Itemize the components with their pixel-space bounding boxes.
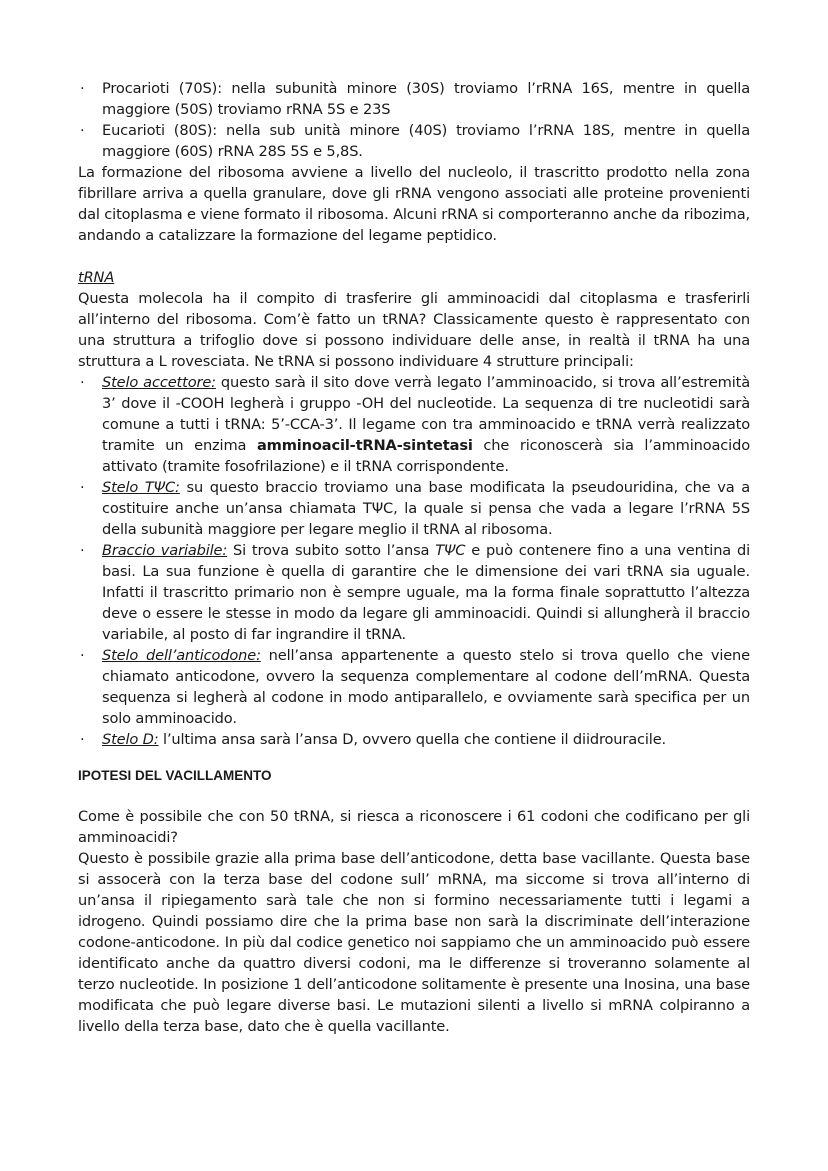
trna-section	[78, 267, 750, 750]
term-stelo-anticodone: Stelo dell’anticodone:	[102, 647, 261, 664]
bullet: ·	[80, 731, 85, 748]
term-stelo-d: Stelo D:	[102, 731, 159, 748]
item-text: questo sarà il sito dove verrà legato l’amminoacido, si trova all’estremità 3’ dove il -COOH legherà i gruppo -OH del nucleotide. La sequenza di tre nucleotidi sarà comune a tutti i tRNA: 5’-CCA-3’. Il legame con tra amminoacido e tRNA verrà realizzato tramite un enzima	[102, 374, 750, 454]
list-item	[78, 120, 750, 162]
item-text: che riconoscerà sia l’amminoacido attivato (tramite fosofrilazione) e il tRNA corrispondente.	[102, 437, 750, 475]
bullet: ·	[80, 122, 85, 139]
bullet: ·	[80, 647, 85, 664]
wobble-body	[78, 806, 750, 1037]
item-text: e può contenere fino a una ventina di basi. La sua funzione è quella di garantire che le dimensione dei vari tRNA sia uguale. Infatti il trascritto primario non è sempre uguale, ma la forma finale soprattutto l’altezza deve o essere le stesse in modo da legare gli amminoacidi. Quindi si allungherà il braccio variabile, al posto di far ingrandire il tRNA.	[102, 542, 750, 643]
ribosome-list	[78, 78, 750, 162]
section-title-wobble: IPOTESI DEL VACILLAMENTO	[78, 768, 272, 783]
list-item	[78, 372, 750, 477]
bullet: ·	[80, 80, 85, 97]
item-text: nell’ansa appartenente a questo stelo si trova quello che viene chiamato anticodone, ovvero la sequenza complementare al codone dell’mRNA. Questa sequenza si legherà al codone in modo antiparallelo, e ovviamente sarà specifica per un solo amminoacido.	[102, 647, 750, 727]
bullet: ·	[80, 479, 85, 496]
list-item-text: Procarioti (70S): nella subunità minore (30S) troviamo l’rRNA 16S, mentre in quella maggiore (50S) troviamo rRNA 5S e 23S	[102, 80, 750, 118]
term-braccio-variabile: Braccio variabile:	[102, 542, 228, 559]
item-text: su questo braccio troviamo una base modificata la pseudouridina, che va a costituire anche un’ansa chiamata TΨC, la quale si pensa che vada a legare l’rRNA 5S della subunità maggiore per legare meglio il tRNA al ribosoma.	[102, 479, 750, 538]
wobble-answer-paragraph: Questo è possibile grazie alla prima base dell’anticodone, detta base vacillante. Questa base si assocerà con la terza base del codone sull’ mRNA, ma siccome si trova all’interno di un’ansa il ripiegamento sarà tale che non si formino necessariamente tutti i legami a idrogeno. Quindi possiamo dire che la prima base non sarà la discriminate dell’interazione codone-anticodone. In più dal codice genetico noi sappiamo che un amminoacido può essere identificato anche da quattro diversi codoni, ma le differenze si troveranno solamente al terzo nucleotide. In posizione 1 dell’anticodone solitamente è presente una Inosina, una base modificata che può legare diverse basi. Le mutazioni silenti a livello si mRNA colpiranno a livello della terza base, dato che è quella vacillante.	[78, 850, 750, 1035]
list-item-text: Eucarioti (80S): nella sub unità minore (40S) troviamo l’rRNA 18S, mentre in quella maggiore (60S) rRNA 28S 5S e 5,8S.	[102, 122, 750, 160]
bullet: ·	[80, 542, 85, 559]
item-text: l’ultima ansa sarà l’ansa D, ovvero quella che contiene il diidrouracile.	[158, 731, 667, 748]
list-item	[78, 729, 750, 750]
term-stelo-tpsic: Stelo TΨC:	[102, 479, 180, 496]
italic-term: TΨC	[435, 542, 466, 559]
bullet: ·	[80, 374, 85, 391]
wobble-question-paragraph: Come è possibile che con 50 tRNA, si riesca a riconoscere i 61 codoni che codificano per gli amminoacidi?	[78, 808, 750, 846]
list-item	[78, 477, 750, 540]
wobble-section	[78, 765, 750, 786]
term-stelo-accettore: Stelo accettore:	[102, 374, 216, 391]
trna-intro-paragraph: Questa molecola ha il compito di trasferire gli amminoacidi dal citoplasma e trasferirli all’interno del ribosoma. Com’è fatto un tRNA? Classicamente questo è rappresentato con una struttura a trifoglio dove si possono individuare delle anse, in realtà il tRNA ha una struttura a L rovesciata. Ne tRNA si possono individuare 4 strutture principali:	[78, 290, 750, 370]
list-item	[78, 78, 750, 120]
ribosome-formation-paragraph: La formazione del ribosoma avviene a livello del nucleolo, il trascritto prodotto nella zona fibrillare arriva a quella granulare, dove gli rRNA vengono associati alle proteine provenienti dal citoplasma e viene formato il ribosoma. Alcuni rRNA si comporteranno anche da ribozima, andando a catalizzare la formazione del legame peptidico.	[78, 164, 751, 244]
item-text: Si trova subito sotto l’ansa	[227, 542, 436, 559]
enzyme-name: amminoacil-tRNA-sintetasi	[256, 437, 473, 454]
trna-structures-list	[78, 372, 750, 750]
section-title-trna: tRNA	[78, 269, 115, 286]
list-item	[78, 540, 750, 645]
list-item	[78, 645, 750, 729]
